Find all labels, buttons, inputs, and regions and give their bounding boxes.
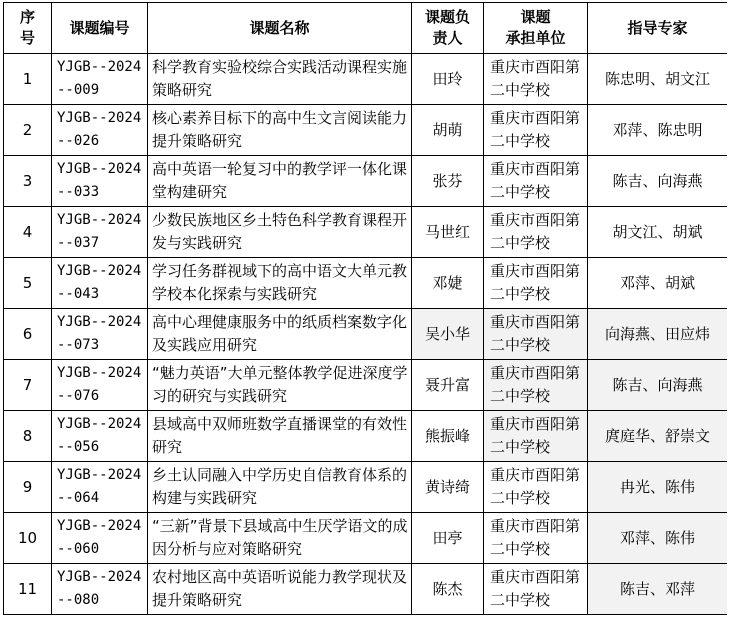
row-leader: 胡萌 xyxy=(412,105,484,156)
header-title: 课题名称 xyxy=(148,3,412,54)
row-unit: 重庆市酉阳第二中学校 xyxy=(484,564,588,615)
row-title: 高中英语一轮复习中的教学评一体化课堂构建研究 xyxy=(148,156,412,207)
row-unit: 重庆市酉阳第二中学校 xyxy=(484,411,588,462)
table-body xyxy=(4,54,728,615)
row-seq: 4 xyxy=(4,207,52,258)
row-seq: 3 xyxy=(4,156,52,207)
table-row xyxy=(4,411,728,462)
header-unit: 课题 承担单位 xyxy=(484,3,588,54)
row-unit: 重庆市酉阳第二中学校 xyxy=(484,156,588,207)
table-row xyxy=(4,360,728,411)
table-row xyxy=(4,207,728,258)
row-seq: 1 xyxy=(4,54,52,105)
row-title: “三新”背景下县域高中生厌学语文的成因分析与应对策略研究 xyxy=(148,513,412,564)
header-experts: 指导专家 xyxy=(588,3,728,54)
row-unit: 重庆市酉阳第二中学校 xyxy=(484,309,588,360)
row-experts: 胡文江、胡斌 xyxy=(588,207,728,258)
row-unit: 重庆市酉阳第二中学校 xyxy=(484,360,588,411)
row-code: YJGB--2024--080 xyxy=(52,564,148,615)
row-leader: 熊振峰 xyxy=(412,411,484,462)
table-row xyxy=(4,156,728,207)
row-leader: 邓婕 xyxy=(412,258,484,309)
table-row xyxy=(4,513,728,564)
table-row xyxy=(4,309,728,360)
table-row xyxy=(4,564,728,615)
row-leader: 张芬 xyxy=(412,156,484,207)
row-unit: 重庆市酉阳第二中学校 xyxy=(484,258,588,309)
row-experts: 陈吉、向海燕 xyxy=(588,156,728,207)
row-code: YJGB--2024--026 xyxy=(52,105,148,156)
row-unit: 重庆市酉阳第二中学校 xyxy=(484,462,588,513)
row-code: YJGB--2024--009 xyxy=(52,54,148,105)
row-code: YJGB--2024--056 xyxy=(52,411,148,462)
row-title: 核心素养目标下的高中生文言阅读能力提升策略研究 xyxy=(148,105,412,156)
row-leader: 田玲 xyxy=(412,54,484,105)
row-experts: 庹庭华、舒崇文 xyxy=(588,411,728,462)
row-leader: 马世红 xyxy=(412,207,484,258)
row-leader: 黄诗绮 xyxy=(412,462,484,513)
row-experts: 邓萍、胡斌 xyxy=(588,258,728,309)
row-seq: 11 xyxy=(4,564,52,615)
table-row xyxy=(4,258,728,309)
document-sheet xyxy=(3,2,727,621)
row-unit: 重庆市酉阳第二中学校 xyxy=(484,513,588,564)
header-seq: 序 号 xyxy=(4,3,52,54)
row-title: 农村地区高中英语听说能力教学现状及提升策略研究 xyxy=(148,564,412,615)
header-row xyxy=(4,3,728,54)
row-code: YJGB--2024--073 xyxy=(52,309,148,360)
table-row xyxy=(4,54,728,105)
row-seq: 6 xyxy=(4,309,52,360)
row-title: 少数民族地区乡土特色科学教育课程开发与实践研究 xyxy=(148,207,412,258)
row-code: YJGB--2024--064 xyxy=(52,462,148,513)
row-title: 学习任务群视域下的高中语文大单元教学校本化探索与实践研究 xyxy=(148,258,412,309)
row-leader: 田亭 xyxy=(412,513,484,564)
row-seq: 10 xyxy=(4,513,52,564)
row-seq: 7 xyxy=(4,360,52,411)
row-code: YJGB--2024--043 xyxy=(52,258,148,309)
row-experts: 陈忠明、胡文江 xyxy=(588,54,728,105)
row-experts: 向海燕、田应炜 xyxy=(588,309,728,360)
row-seq: 9 xyxy=(4,462,52,513)
row-code: YJGB--2024--033 xyxy=(52,156,148,207)
row-seq: 5 xyxy=(4,258,52,309)
row-title: “魅力英语”大单元整体教学促进深度学习的研究与实践研究 xyxy=(148,360,412,411)
header-leader: 课题负 责人 xyxy=(412,3,484,54)
row-unit: 重庆市酉阳第二中学校 xyxy=(484,54,588,105)
row-seq: 2 xyxy=(4,105,52,156)
table-row xyxy=(4,105,728,156)
row-seq: 8 xyxy=(4,411,52,462)
row-leader: 陈杰 xyxy=(412,564,484,615)
project-table xyxy=(3,2,727,615)
header-code: 课题编号 xyxy=(52,3,148,54)
row-leader: 聂升富 xyxy=(412,360,484,411)
row-code: YJGB--2024--060 xyxy=(52,513,148,564)
row-title: 高中心理健康服务中的纸质档案数字化及实践应用研究 xyxy=(148,309,412,360)
row-code: YJGB--2024--076 xyxy=(52,360,148,411)
row-title: 科学教育实验校综合实践活动课程实施策略研究 xyxy=(148,54,412,105)
row-leader: 吴小华 xyxy=(412,309,484,360)
row-title: 县域高中双师班数学直播课堂的有效性研究 xyxy=(148,411,412,462)
table-header xyxy=(4,3,728,54)
row-experts: 陈吉、向海燕 xyxy=(588,360,728,411)
table-row xyxy=(4,462,728,513)
row-unit: 重庆市酉阳第二中学校 xyxy=(484,105,588,156)
row-unit: 重庆市酉阳第二中学校 xyxy=(484,207,588,258)
row-title: 乡土认同融入中学历史自信教育体系的构建与实践研究 xyxy=(148,462,412,513)
row-experts: 邓萍、陈伟 xyxy=(588,513,728,564)
row-experts: 邓萍、陈忠明 xyxy=(588,105,728,156)
row-code: YJGB--2024--037 xyxy=(52,207,148,258)
row-experts: 冉光、陈伟 xyxy=(588,462,728,513)
row-experts: 陈吉、邓萍 xyxy=(588,564,728,615)
